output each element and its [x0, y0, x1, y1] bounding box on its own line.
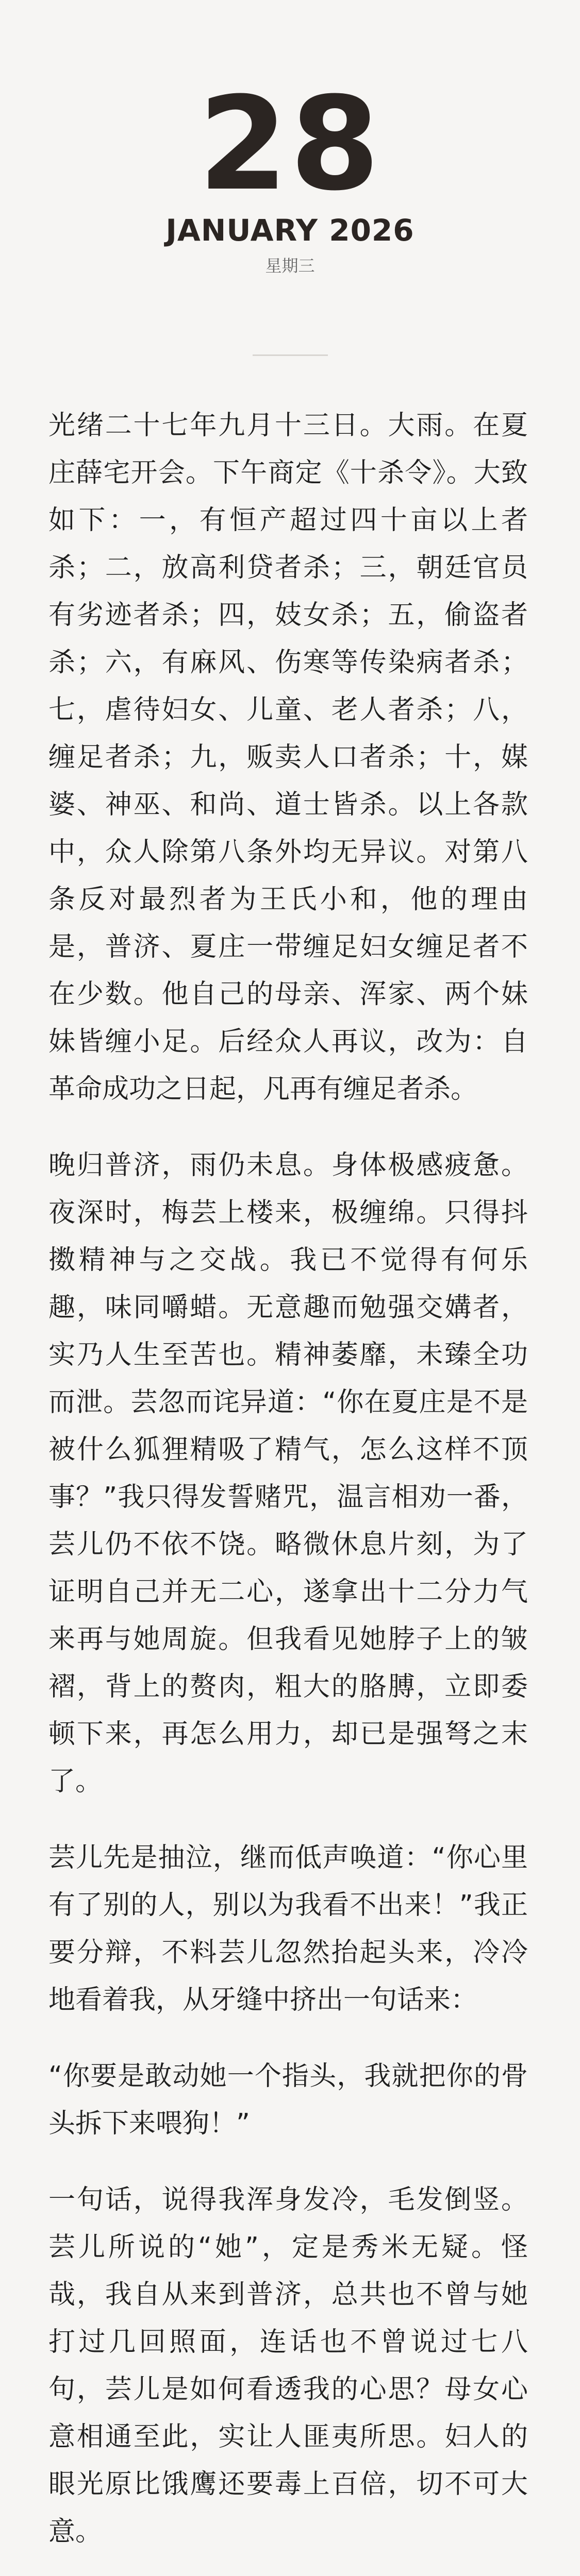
month-year: JANUARY 2026: [165, 213, 415, 248]
excerpt-paragraph: 晚归普济，雨仍未息。身体极感疲惫。夜深时，梅芸上楼来，极缠绵。只得抖擞精神与之交战。我已不觉得有何乐趣，味同嚼蜡。无意趣而勉强交媾者，实乃人生至苦也。精神萎靡，未臻全功而泄。芸忽而诧异道：“你在夏庄是不是被什么狐狸精吸了精气，怎么这样不顶事？”我只得发誓赌咒，温言相劝一番，芸儿仍不依不饶。略微休息片刻，为了证明自己并无二心，遂拿出十二分力气来再与她周旋。但我看见她脖子上的皱褶，背上的赘肉，粗大的胳膊，立即委顿下来，再怎么用力，却已是强弩之末了。: [48, 1150, 528, 1797]
day-number: 28: [198, 69, 382, 219]
excerpt-paragraph: 光绪二十七年九月十三日。大雨。在夏庄薛宅开会。下午商定《十杀令》。大致如下：一，有恒产超过四十亩以上者杀；二，放高利贷者杀；三，朝廷官员有劣迹者杀；四，妓女杀；五，偷盗者杀；六，有麻风、伤寒等传染病者杀；七，虐待妇女、儿童、老人者杀；八，缠足者杀；九，贩卖人口者杀；十，媒婆、神巫、和尚、道士皆杀。以上各款中，众人除第八条外均无异议。对第八条反对最烈者为王氏小和，他的理由是，普济、夏庄一带缠足妇女缠足者不在少数。他自己的母亲、浑家、两个妹妹皆缠小足。后经众人再议，改为：自革命成功之日起，凡再有缠足者杀。: [48, 410, 528, 1105]
excerpt-paragraph: “你要是敢动她一个指头，我就把你的骨头拆下来喂狗！”: [48, 2061, 528, 2139]
weekday-label: 星期三: [265, 256, 315, 276]
excerpt-paragraph: 一句话，说得我浑身发冷，毛发倒竖。芸儿所说的“她”，定是秀米无疑。怪哉，我自从来到普济，总共也不曾与她打过几回照面，连话也不曾说过七八句，芸儿是如何看透我的心思？母女心意相通至此，实让人匪夷所思。妇人的眼光原比饿鹰还要毒上百倍，切不可大意。: [48, 2184, 528, 2547]
divider: [253, 354, 328, 356]
excerpt-body: [48, 402, 528, 2576]
date-header: [0, 69, 580, 276]
excerpt-paragraph: 芸儿先是抽泣，继而低声唤道：“你心里有了别的人，别以为我看不出来！”我正要分辩，不料芸儿忽然抬起头来，冷冷地看着我，从牙缝中挤出一句话来：: [48, 1842, 528, 2015]
